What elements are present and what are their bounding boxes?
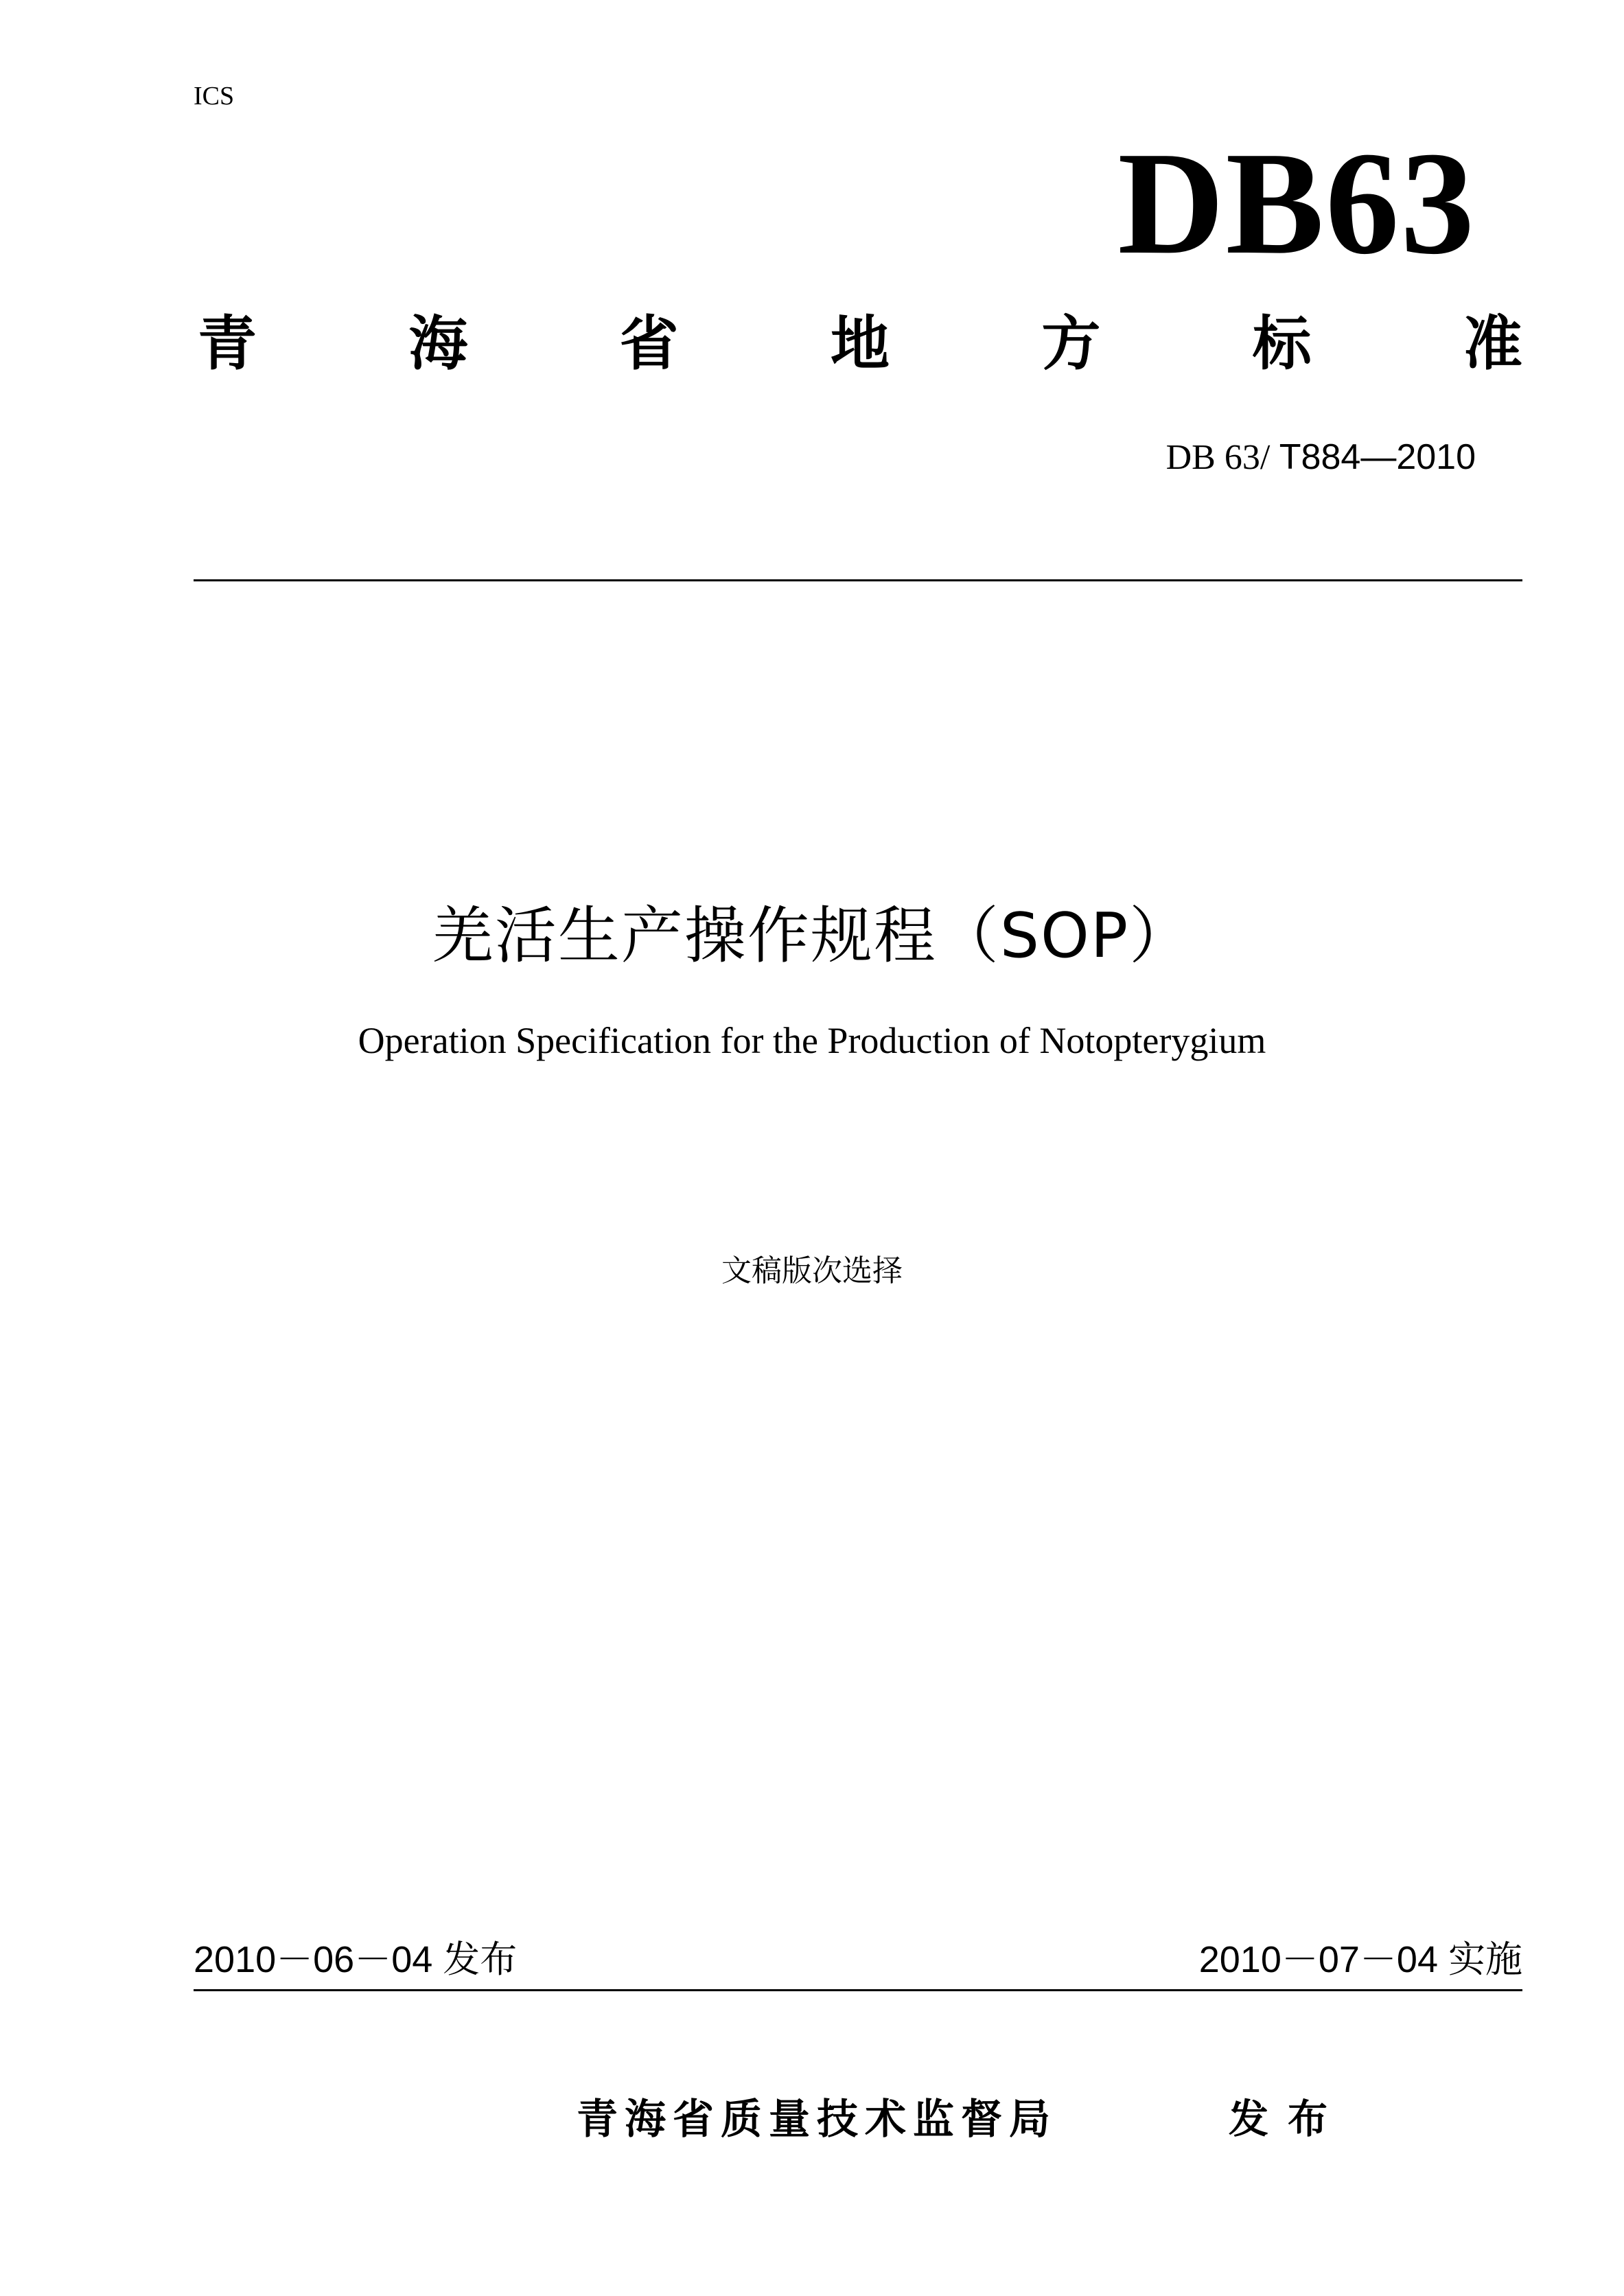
ics-label: ICS bbox=[194, 82, 235, 111]
document-title-chinese: 羌活生产操作规程（SOP） bbox=[431, 900, 1193, 972]
standard-type-char: 青 bbox=[198, 310, 257, 378]
publish-date: 2010－06－04 发布 bbox=[194, 1939, 518, 1980]
issue-verb: 发布 bbox=[1229, 2096, 1347, 2142]
standard-number-prefix: DB 63/ bbox=[1165, 438, 1271, 477]
effective-date: 2010－07－04 实施 bbox=[1198, 1939, 1522, 1980]
standard-type-char: 准 bbox=[1463, 310, 1522, 378]
standard-type-char: 方 bbox=[1041, 310, 1101, 378]
standard-number bbox=[1166, 437, 1476, 478]
standard-code: DB63 bbox=[1117, 121, 1476, 285]
issuing-authority: 青海省质量技术监督局 bbox=[577, 2096, 1057, 2144]
standard-type-char: 省 bbox=[619, 310, 679, 378]
footer-divider bbox=[194, 1989, 1522, 1991]
standard-number-suffix: T884—2010 bbox=[1279, 437, 1476, 477]
draft-version-label: 文稿版次选择 bbox=[721, 1253, 903, 1288]
header-divider bbox=[194, 579, 1522, 581]
standard-type-char: 标 bbox=[1252, 310, 1312, 378]
standard-type-char: 地 bbox=[830, 310, 890, 378]
document-title-english: Operation Specification for the Production of Notopterygium bbox=[358, 1020, 1266, 1061]
standard-type bbox=[198, 310, 1522, 378]
standard-type-char: 海 bbox=[408, 310, 468, 378]
